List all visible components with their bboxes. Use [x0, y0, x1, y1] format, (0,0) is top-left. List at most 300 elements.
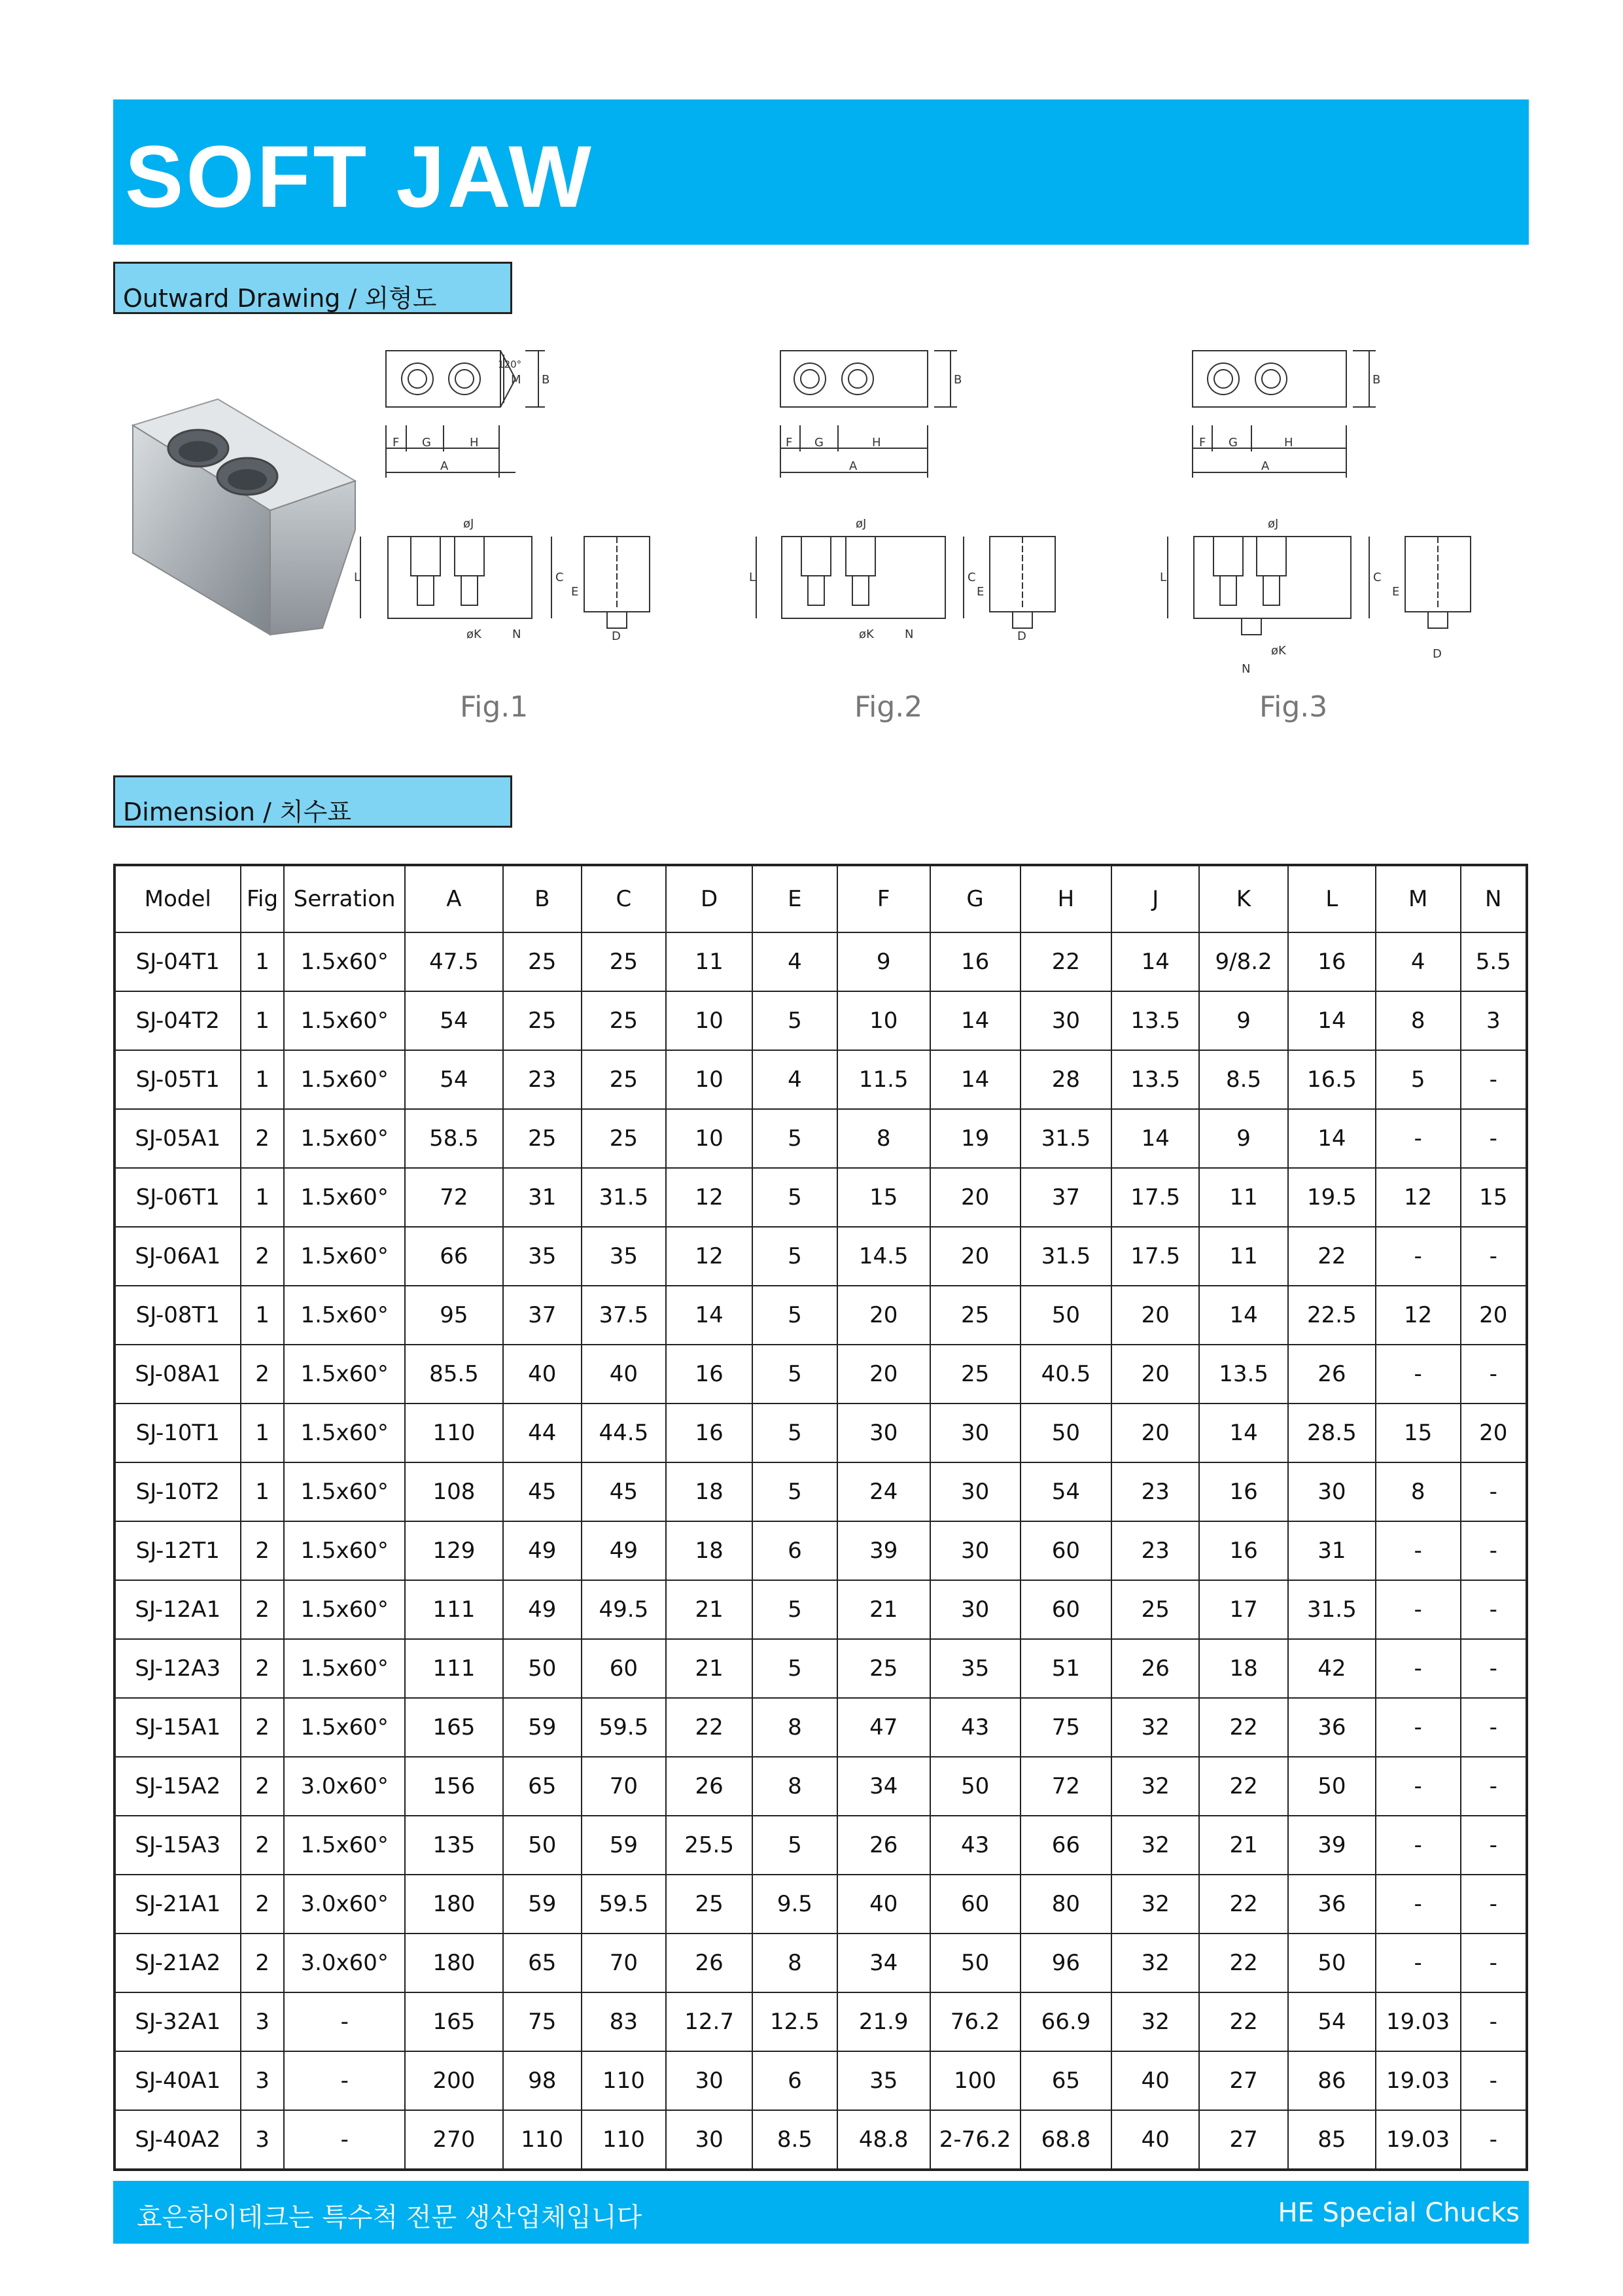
table-cell: 110	[582, 2051, 667, 2110]
table-row	[114, 1639, 1527, 1698]
table-row	[114, 2051, 1527, 2110]
table-cell: SJ-10T1	[114, 1404, 241, 1462]
table-cell: 12	[666, 1168, 752, 1227]
table-cell: 19.03	[1376, 2051, 1461, 2110]
table-cell: 156	[405, 1757, 503, 1816]
column-header: J	[1111, 865, 1199, 932]
table-cell: 35	[837, 2051, 930, 2110]
dim-A-label: A	[849, 459, 858, 473]
table-cell: 1	[241, 1462, 285, 1521]
table-cell: 20	[1111, 1345, 1199, 1404]
table-cell: 110	[503, 2110, 582, 2170]
table-cell: 12.7	[666, 1992, 752, 2051]
table-cell: 12	[1376, 1168, 1461, 1227]
table-cell: 31.5	[1021, 1109, 1112, 1168]
table-row	[114, 1168, 1527, 1227]
table-cell: 1.5x60°	[284, 1109, 404, 1168]
column-header: M	[1376, 865, 1461, 932]
dim-E-label: E	[571, 585, 579, 599]
table-cell: 32	[1111, 1875, 1199, 1934]
table-cell: 1.5x60°	[284, 1050, 404, 1109]
table-cell: 11	[666, 932, 752, 991]
table-cell: -	[284, 1992, 404, 2051]
table-cell: 1.5x60°	[284, 1227, 404, 1286]
table-cell: SJ-12A3	[114, 1639, 241, 1698]
table-cell: 25	[503, 1109, 582, 1168]
table-row	[114, 1521, 1527, 1580]
table-row	[114, 1934, 1527, 1992]
table-cell: 9	[1199, 1109, 1288, 1168]
table-cell: SJ-21A2	[114, 1934, 241, 1992]
table-cell: 49	[503, 1521, 582, 1580]
table-cell: 5	[752, 1227, 837, 1286]
table-cell: -	[1376, 1934, 1461, 1992]
table-cell: 72	[405, 1168, 503, 1227]
table-cell: 75	[1021, 1698, 1112, 1757]
table-cell: 9	[837, 932, 930, 991]
table-cell: 65	[503, 1757, 582, 1816]
dim-F-label: F	[393, 436, 400, 450]
table-cell: 1.5x60°	[284, 1286, 404, 1345]
table-cell: 26	[666, 1757, 752, 1816]
table-cell: 50	[1288, 1934, 1376, 1992]
table-cell: 25.5	[666, 1816, 752, 1875]
table-cell: 5	[752, 1168, 837, 1227]
dim-E-label: E	[977, 585, 985, 599]
table-cell: 17	[1199, 1580, 1288, 1639]
table-cell: 10	[666, 1109, 752, 1168]
table-row	[114, 1404, 1527, 1462]
table-cell: 14	[666, 1286, 752, 1345]
table-cell: -	[1461, 1698, 1527, 1757]
footer-bar	[113, 2181, 1529, 2244]
table-cell: 39	[837, 1521, 930, 1580]
table-cell: 13.5	[1111, 1050, 1199, 1109]
table-cell: 3.0x60°	[284, 1757, 404, 1816]
table-cell: 25	[666, 1875, 752, 1934]
table-cell: 40.5	[1021, 1345, 1112, 1404]
table-cell: 50	[930, 1934, 1021, 1992]
table-cell: 30	[930, 1462, 1021, 1521]
table-cell: 8	[752, 1698, 837, 1757]
table-cell: 20	[1111, 1286, 1199, 1345]
table-cell: 5	[752, 1404, 837, 1462]
table-cell: SJ-04T1	[114, 932, 241, 991]
table-cell: 10	[837, 991, 930, 1050]
table-cell: 2	[241, 1639, 285, 1698]
table-cell: 19	[930, 1109, 1021, 1168]
dim-K-label: øK	[1271, 644, 1286, 658]
table-cell: SJ-08T1	[114, 1286, 241, 1345]
table-cell: 49	[582, 1521, 667, 1580]
table-cell: 51	[1021, 1639, 1112, 1698]
fig3-drawing	[1168, 351, 1471, 635]
table-cell: 8	[1376, 1462, 1461, 1521]
fig3-labels	[1160, 373, 1442, 676]
fig1-caption: Fig.1	[460, 690, 529, 724]
table-cell: 22	[1199, 1992, 1288, 2051]
table-cell: 21.9	[837, 1992, 930, 2051]
angle-label: 120°	[498, 359, 522, 370]
table-cell: 8.5	[1199, 1050, 1288, 1109]
table-cell: 270	[405, 2110, 503, 2170]
table-row	[114, 2110, 1527, 2170]
table-cell: 8.5	[752, 2110, 837, 2170]
table-cell: 50	[1021, 1286, 1112, 1345]
table-cell: 72	[1021, 1757, 1112, 1816]
table-cell: 4	[752, 1050, 837, 1109]
table-cell: SJ-08A1	[114, 1345, 241, 1404]
table-cell: 58.5	[405, 1109, 503, 1168]
table-cell: 31.5	[1288, 1580, 1376, 1639]
table-cell: 14	[1288, 1109, 1376, 1168]
table-cell: -	[1461, 1227, 1527, 1286]
table-cell: 66.9	[1021, 1992, 1112, 2051]
table-cell: 22	[1288, 1227, 1376, 1286]
table-cell: 1.5x60°	[284, 932, 404, 991]
table-cell: SJ-06A1	[114, 1227, 241, 1286]
table-cell: 9/8.2	[1199, 932, 1288, 991]
table-cell: SJ-21A1	[114, 1875, 241, 1934]
table-cell: -	[1461, 1345, 1527, 1404]
table-cell: -	[1461, 2051, 1527, 2110]
table-cell: 1.5x60°	[284, 1816, 404, 1875]
table-cell: 16.5	[1288, 1050, 1376, 1109]
table-cell: 28	[1021, 1050, 1112, 1109]
column-header: Serration	[284, 865, 404, 932]
table-cell: 5	[752, 1816, 837, 1875]
table-cell: 83	[582, 1992, 667, 2051]
table-cell: 50	[503, 1639, 582, 1698]
table-cell: -	[1376, 1345, 1461, 1404]
dim-B-label: B	[954, 373, 962, 387]
dim-C-label: C	[968, 571, 976, 584]
table-cell: 16	[666, 1345, 752, 1404]
section-label-dimension: Dimension / 치수표	[113, 775, 512, 828]
table-cell: 165	[405, 1698, 503, 1757]
table-cell: SJ-40A1	[114, 2051, 241, 2110]
table-cell: 1	[241, 991, 285, 1050]
table-cell: 20	[837, 1286, 930, 1345]
table-cell: 22	[1021, 932, 1112, 991]
table-cell: 4	[1376, 932, 1461, 991]
table-cell: 25	[930, 1345, 1021, 1404]
table-cell: 54	[1288, 1992, 1376, 2051]
table-cell: 30	[930, 1580, 1021, 1639]
table-cell: 1.5x60°	[284, 1404, 404, 1462]
table-cell: 4	[752, 932, 837, 991]
table-cell: 60	[582, 1639, 667, 1698]
dim-N-label: N	[512, 627, 521, 641]
page-title: SOFT JAW	[125, 128, 594, 226]
table-cell: 25	[503, 991, 582, 1050]
footer-brand-text: HE Special Chucks	[1278, 2198, 1520, 2228]
table-cell: 27	[1199, 2051, 1288, 2110]
table-cell: SJ-15A3	[114, 1816, 241, 1875]
table-cell: SJ-10T2	[114, 1462, 241, 1521]
dim-A-label: A	[440, 459, 449, 473]
table-cell: 20	[1111, 1404, 1199, 1462]
dim-F-label: F	[1199, 436, 1206, 450]
table-cell: 14	[1288, 991, 1376, 1050]
table-cell: 5	[752, 1580, 837, 1639]
table-cell: 68.8	[1021, 2110, 1112, 2170]
table-cell: 13.5	[1111, 991, 1199, 1050]
table-cell: SJ-40A2	[114, 2110, 241, 2170]
column-header: B	[503, 865, 582, 932]
table-cell: 35	[930, 1639, 1021, 1698]
table-cell: 40	[503, 1345, 582, 1404]
column-header: Model	[114, 865, 241, 932]
table-cell: 180	[405, 1875, 503, 1934]
table-cell: -	[1376, 1816, 1461, 1875]
table-cell: 3	[241, 2110, 285, 2170]
table-cell: 21	[1199, 1816, 1288, 1875]
table-cell: 2	[241, 1698, 285, 1757]
table-cell: 20	[930, 1168, 1021, 1227]
table-cell: 22.5	[1288, 1286, 1376, 1345]
table-cell: 2	[241, 1816, 285, 1875]
table-cell: 37	[1021, 1168, 1112, 1227]
table-cell: -	[1461, 1580, 1527, 1639]
table-cell: 66	[1021, 1816, 1112, 1875]
column-header: D	[666, 865, 752, 932]
table-cell: 1	[241, 932, 285, 991]
fig2-caption: Fig.2	[854, 690, 923, 724]
table-cell: 110	[582, 2110, 667, 2170]
column-header: F	[837, 865, 930, 932]
table-cell: -	[1461, 2110, 1527, 2170]
dim-L-label: L	[354, 571, 361, 584]
table-cell: 31	[1288, 1521, 1376, 1580]
table-cell: -	[1461, 1109, 1527, 1168]
column-header: Fig	[241, 865, 285, 932]
column-header: C	[582, 865, 667, 932]
table-cell: 12.5	[752, 1992, 837, 2051]
table-cell: 40	[1111, 2051, 1199, 2110]
table-cell: 100	[930, 2051, 1021, 2110]
table-cell: 75	[503, 1992, 582, 2051]
table-row	[114, 991, 1527, 1050]
table-row	[114, 1227, 1527, 1286]
outward-drawing-figures	[113, 327, 1529, 746]
dim-D-label: D	[1017, 629, 1026, 643]
table-cell: -	[284, 2051, 404, 2110]
column-header: E	[752, 865, 837, 932]
table-cell: 32	[1111, 1992, 1199, 2051]
table-cell: 36	[1288, 1698, 1376, 1757]
fig3-caption: Fig.3	[1259, 690, 1328, 724]
table-cell: 1.5x60°	[284, 991, 404, 1050]
table-row	[114, 1050, 1527, 1109]
table-cell: 16	[1199, 1521, 1288, 1580]
table-cell: 15	[837, 1168, 930, 1227]
table-cell: 43	[930, 1698, 1021, 1757]
table-cell: -	[1461, 1521, 1527, 1580]
table-cell: -	[284, 2110, 404, 2170]
dim-N-label: N	[1242, 662, 1251, 676]
table-cell: 30	[1021, 991, 1112, 1050]
table-cell: 180	[405, 1934, 503, 1992]
table-cell: 2	[241, 1934, 285, 1992]
table-cell: 10	[666, 1050, 752, 1109]
table-cell: 60	[930, 1875, 1021, 1934]
column-header: K	[1199, 865, 1288, 932]
table-cell: 20	[1461, 1286, 1527, 1345]
table-cell: 59	[503, 1875, 582, 1934]
table-cell: 14.5	[837, 1227, 930, 1286]
table-cell: 39	[1288, 1816, 1376, 1875]
table-cell: SJ-15A2	[114, 1757, 241, 1816]
table-cell: -	[1461, 1462, 1527, 1521]
table-cell: -	[1461, 1050, 1527, 1109]
table-cell: 25	[582, 1050, 667, 1109]
table-cell: SJ-05A1	[114, 1109, 241, 1168]
table-cell: 32	[1111, 1757, 1199, 1816]
table-row	[114, 1580, 1527, 1639]
table-cell: 16	[1199, 1462, 1288, 1521]
table-cell: 85	[1288, 2110, 1376, 2170]
table-cell: 1.5x60°	[284, 1462, 404, 1521]
table-cell: 3	[241, 1992, 285, 2051]
table-cell: 26	[1111, 1639, 1199, 1698]
table-cell: 26	[666, 1934, 752, 1992]
table-cell: 8	[752, 1757, 837, 1816]
table-cell: 21	[837, 1580, 930, 1639]
table-cell: -	[1461, 1757, 1527, 1816]
table-cell: 12	[1376, 1286, 1461, 1345]
table-cell: 2-76.2	[930, 2110, 1021, 2170]
table-cell: 5	[752, 991, 837, 1050]
table-cell: 22	[1199, 1875, 1288, 1934]
table-cell: 25	[582, 991, 667, 1050]
table-cell: SJ-05T1	[114, 1050, 241, 1109]
table-cell: 37	[503, 1286, 582, 1345]
table-cell: 50	[1021, 1404, 1112, 1462]
table-cell: 30	[666, 2110, 752, 2170]
table-cell: 1	[241, 1168, 285, 1227]
table-cell: 25	[837, 1639, 930, 1698]
table-cell: 50	[503, 1816, 582, 1875]
table-header-row	[114, 865, 1527, 932]
table-cell: SJ-06T1	[114, 1168, 241, 1227]
table-cell: 48.8	[837, 2110, 930, 2170]
table-cell: 21	[666, 1580, 752, 1639]
table-cell: 70	[582, 1757, 667, 1816]
table-cell: 11	[1199, 1168, 1288, 1227]
table-cell: 165	[405, 1992, 503, 2051]
table-cell: 60	[1021, 1521, 1112, 1580]
table-row	[114, 1875, 1527, 1934]
table-cell: SJ-15A1	[114, 1698, 241, 1757]
dim-L-label: L	[749, 571, 756, 584]
table-cell: 14	[930, 1050, 1021, 1109]
table-cell: 42	[1288, 1639, 1376, 1698]
table-cell: 35	[503, 1227, 582, 1286]
table-cell: 80	[1021, 1875, 1112, 1934]
table-cell: 65	[503, 1934, 582, 1992]
table-cell: 8	[837, 1109, 930, 1168]
table-cell: 60	[1021, 1580, 1112, 1639]
table-cell: 54	[1021, 1462, 1112, 1521]
column-header: A	[405, 865, 503, 932]
table-cell: 32	[1111, 1934, 1199, 1992]
table-cell: 45	[503, 1462, 582, 1521]
table-cell: 6	[752, 1521, 837, 1580]
table-cell: 40	[1111, 2110, 1199, 2170]
table-cell: 85.5	[405, 1345, 503, 1404]
dim-L-label: L	[1160, 571, 1167, 584]
table-cell: 1	[241, 1050, 285, 1109]
dim-B-label: B	[542, 373, 550, 387]
section-label-outward: Outward Drawing / 외형도	[113, 262, 512, 314]
table-cell: 20	[837, 1345, 930, 1404]
fig2-drawing	[756, 351, 1055, 628]
table-cell: 19.5	[1288, 1168, 1376, 1227]
table-cell: -	[1376, 1227, 1461, 1286]
table-cell: 5	[752, 1639, 837, 1698]
table-row	[114, 1462, 1527, 1521]
table-cell: 5	[752, 1345, 837, 1404]
table-row	[114, 1286, 1527, 1345]
dim-C-label: C	[1373, 571, 1382, 584]
table-cell: 76.2	[930, 1992, 1021, 2051]
table-cell: 3	[241, 2051, 285, 2110]
table-cell: 8	[1376, 991, 1461, 1050]
table-cell: 14	[1199, 1404, 1288, 1462]
table-cell: 25	[503, 932, 582, 991]
table-cell: 2	[241, 1580, 285, 1639]
table-cell: 30	[837, 1404, 930, 1462]
dim-J-label: øJ	[856, 517, 867, 531]
footer-company-text: 효은하이테크는 특수척 전문 생산업체입니다	[137, 2202, 642, 2233]
table-cell: -	[1461, 1992, 1527, 2051]
column-header: L	[1288, 865, 1376, 932]
table-cell: 3	[1461, 991, 1527, 1050]
table-cell: 6	[752, 2051, 837, 2110]
table-cell: 43	[930, 1816, 1021, 1875]
table-cell: 16	[666, 1404, 752, 1462]
table-cell: 25	[930, 1286, 1021, 1345]
dim-D-label: D	[1433, 647, 1442, 661]
column-header: N	[1461, 865, 1527, 932]
column-header: G	[930, 865, 1021, 932]
table-cell: 1.5x60°	[284, 1639, 404, 1698]
dim-G-label: G	[814, 436, 824, 450]
table-cell: 14	[1111, 1109, 1199, 1168]
table-cell: 3.0x60°	[284, 1934, 404, 1992]
table-cell: 17.5	[1111, 1227, 1199, 1286]
table-cell: 37.5	[582, 1286, 667, 1345]
dim-G-label: G	[1229, 436, 1238, 450]
table-cell: 32	[1111, 1816, 1199, 1875]
table-cell: 44.5	[582, 1404, 667, 1462]
dim-H-label: H	[872, 436, 881, 450]
table-cell: 21	[666, 1639, 752, 1698]
table-cell: 98	[503, 2051, 582, 2110]
table-cell: 2	[241, 1109, 285, 1168]
table-row	[114, 1992, 1527, 2051]
table-cell: 36	[1288, 1875, 1376, 1934]
table-cell: -	[1461, 1875, 1527, 1934]
table-cell: 18	[666, 1521, 752, 1580]
table-cell: 2	[241, 1875, 285, 1934]
table-cell: 30	[666, 2051, 752, 2110]
table-cell: 18	[666, 1462, 752, 1521]
table-cell: 95	[405, 1286, 503, 1345]
table-cell: -	[1376, 1521, 1461, 1580]
table-cell: 16	[930, 932, 1021, 991]
